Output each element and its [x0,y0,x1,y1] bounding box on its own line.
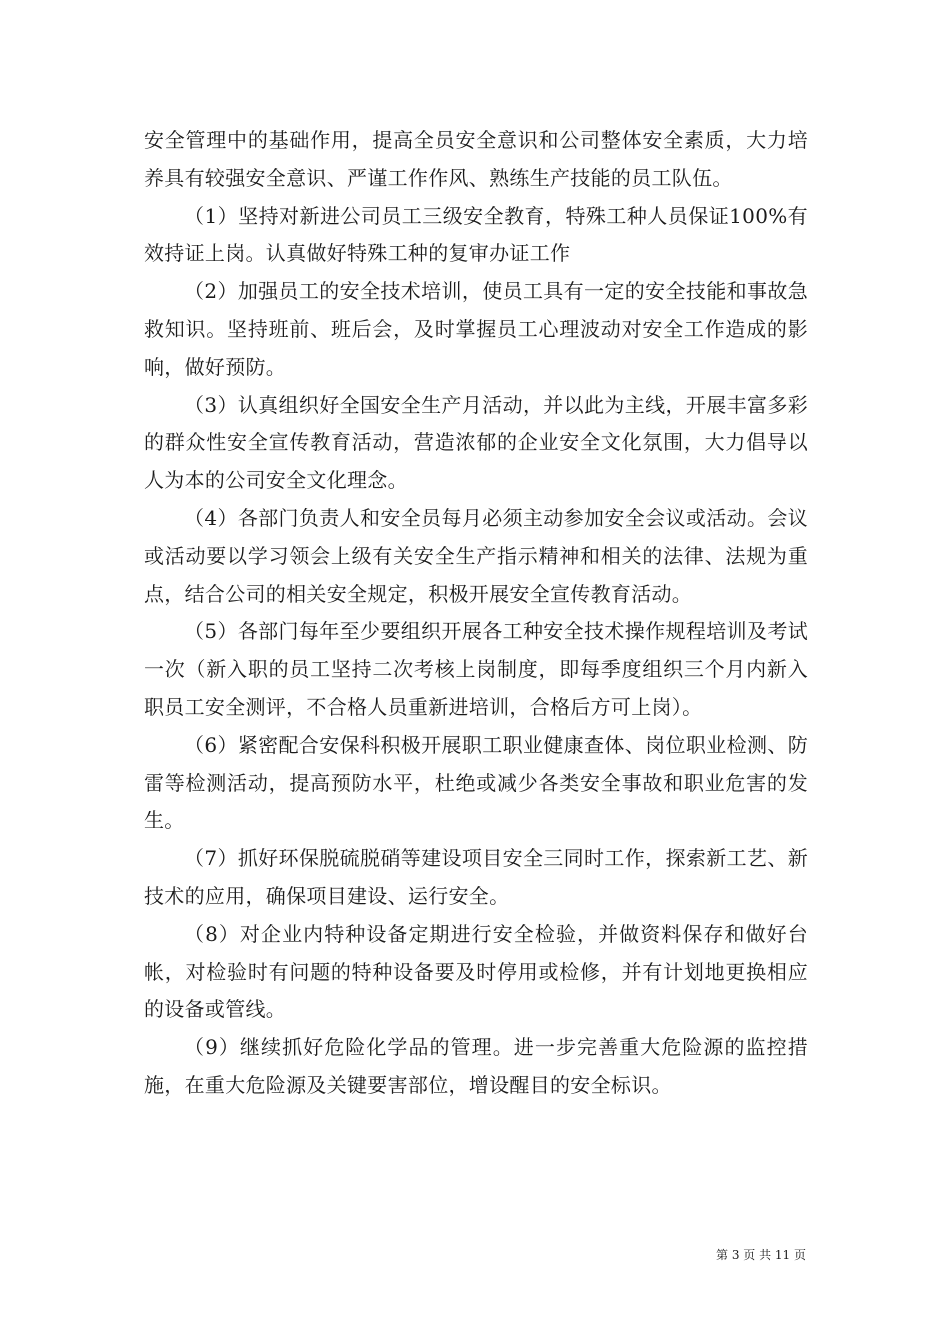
paragraph-item-8: （8）对企业内特种设备定期进行安全检验，并做资料保存和做好台帐，对检验时有问题的特种设备要及时停用或检修，并有计划地更换相应的设备或管线。 [144,921,808,1022]
page-number: 第 3 页 共 11 页 [716,1248,806,1262]
paragraph-item-7: （7）抓好环保脱硫脱硝等建设项目安全三同时工作，探索新工艺、新技术的应用，确保项目建设、运行安全。 [144,846,808,908]
paragraph-item-4: （4）各部门负责人和安全员每月必须主动参加安全会议或活动。会议或活动要以学习领会上级有关安全生产指示精神和相关的法律、法规为重点，结合公司的相关安全规定，积极开展安全宣传教育活动。 [144,505,808,606]
document-body [144,122,808,1105]
paragraph-item-2: （2）加强员工的安全技术培训，使员工具有一定的安全技能和事故急救知识。坚持班前、班后会，及时掌握员工心理波动对安全工作造成的影响，做好预防。 [144,279,808,379]
paragraph-item-9: （9）继续抓好危险化学品的管理。进一步完善重大危险源的监控措施，在重大危险源及关键要害部位，增设醒目的安全标识。 [144,1035,808,1097]
paragraph-item-5: （5）各部门每年至少要组织开展各工种安全技术操作规程培训及考试一次（新入职的员工坚持二次考核上岗制度，即每季度组织三个月内新入职员工安全测评，不合格人员重新进培训，合格后方可上岗）。 [144,619,808,719]
paragraph-item-6: （6）紧密配合安保科积极开展职工职业健康查体、岗位职业检测、防雷等检测活动，提高预防水平，杜绝或减少各类安全事故和职业危害的发生。 [144,732,808,833]
paragraph-item-1: （1）坚持对新进公司员工三级安全教育，特殊工种人员保证100%有效持证上岗。认真做好特殊工种的复审办证工作 [144,203,808,266]
paragraph-item-3: （3）认真组织好全国安全生产月活动，并以此为主线，开展丰富多彩的群众性安全宣传教育活动，营造浓郁的企业安全文化氛围，大力倡导以人为本的公司安全文化理念。 [144,392,808,493]
paragraph-continuation: 安全管理中的基础作用，提高全员安全意识和公司整体安全素质，大力培养具有较强安全意识、严谨工作作风、熟练生产技能的员工队伍。 [144,128,808,190]
